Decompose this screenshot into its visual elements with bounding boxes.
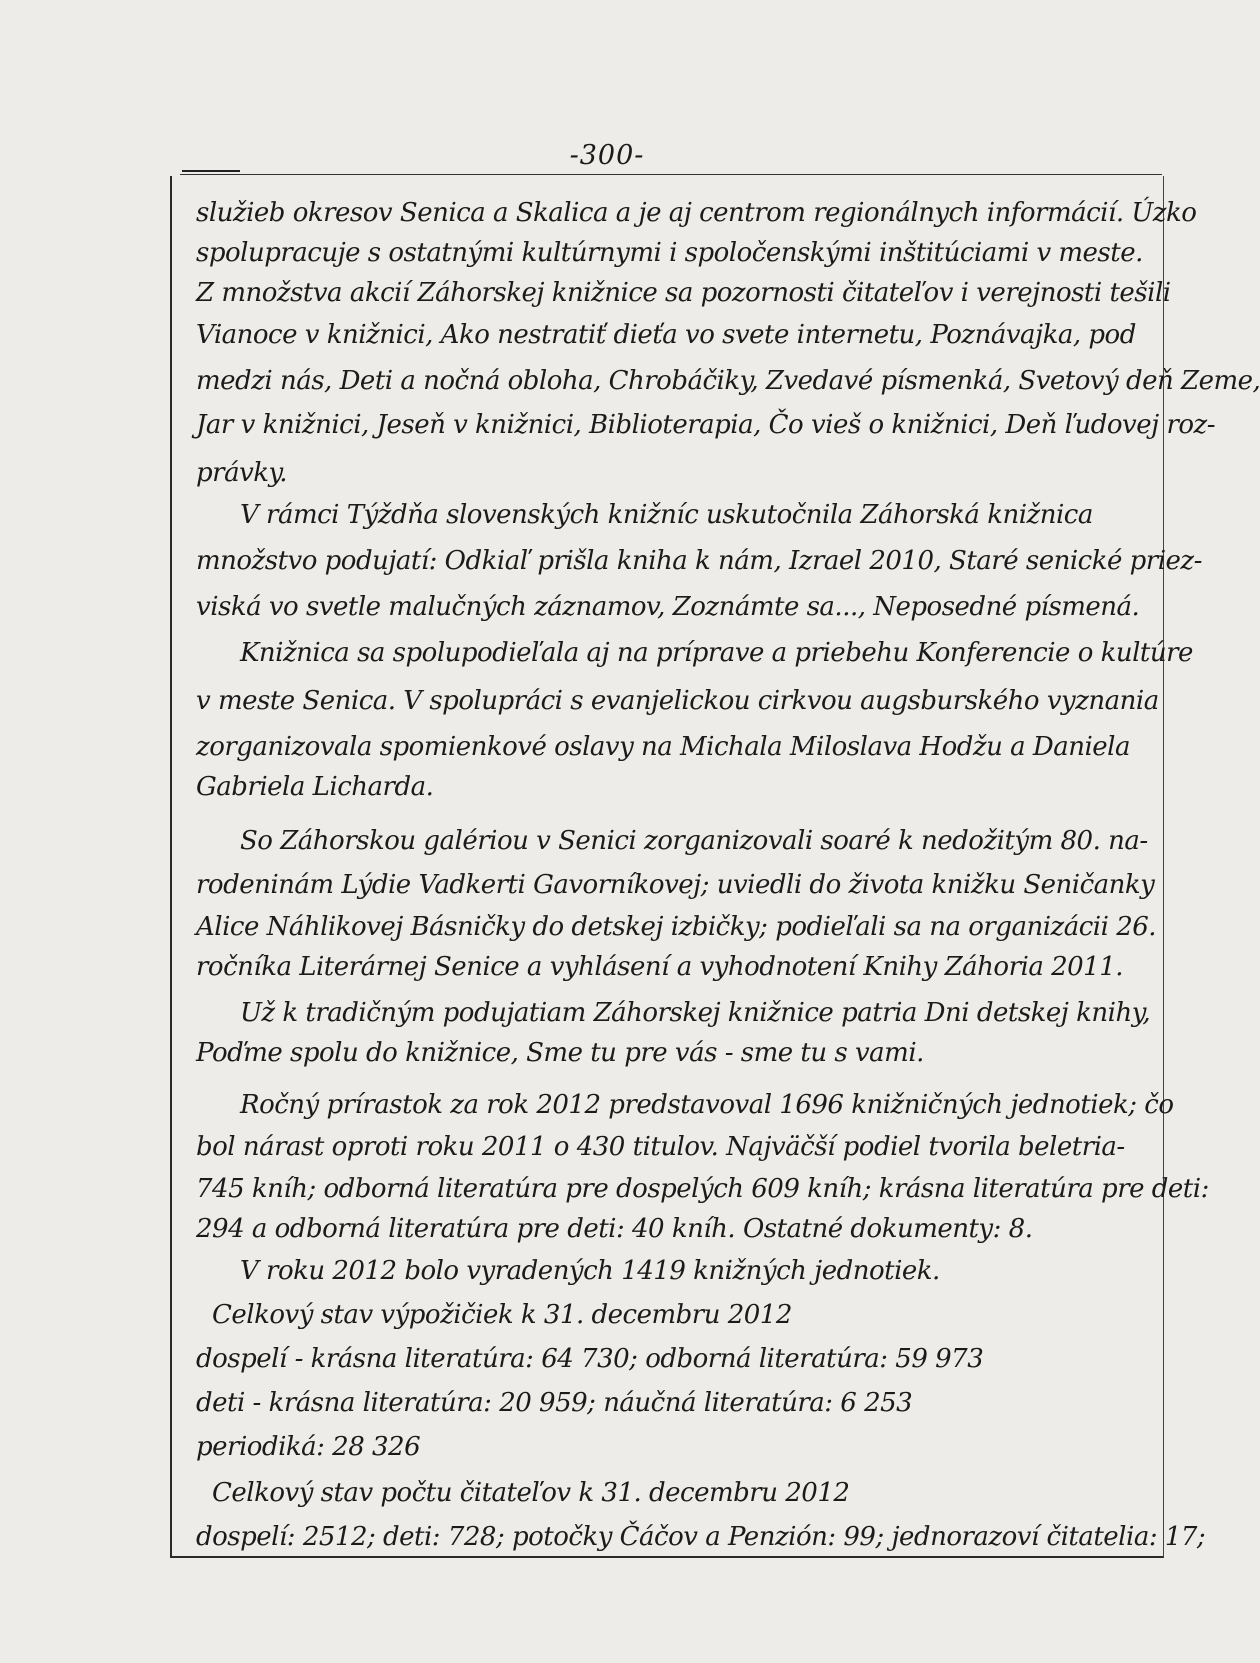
text-line-19: Už k tradičným podujatiam Záhorskej knižnice patria Dni detskej knihy, (240, 998, 1151, 1028)
text-line-17: Alice Náhlikovej Básničky do detskej izbičky; podieľali sa na organizácii 26. (196, 912, 1157, 942)
text-line-21: Ročný prírastok za rok 2012 predstavoval 1696 knižničných jednotiek; čo (240, 1090, 1174, 1120)
text-line-9: množstvo podujatí: Odkiaľ prišla kniha k nám, Izrael 2010, Staré senické priez- (196, 546, 1202, 576)
header-rule (180, 174, 1162, 175)
text-line-4: Vianoce v knižnici, Ako nestratiť dieťa vo svete internetu, Poznávajka, pod (196, 320, 1136, 350)
text-line-27: dospelí - krásna literatúra: 64 730; odborná literatúra: 59 973 (196, 1344, 984, 1374)
text-line-16: rodeninám Lýdie Vadkerti Gavorníkovej; uviedli do života knižku Seničanky (196, 870, 1155, 900)
text-line-7: právky. (196, 458, 288, 488)
header-short-rule (182, 170, 240, 172)
text-line-12: v meste Senica. V spolupráci s evanjelickou cirkvou augsburského vyznania (196, 686, 1159, 716)
text-line-8: V rámci Týždňa slovenských knižníc uskutočnila Záhorská knižnica (240, 500, 1093, 530)
text-line-5: medzi nás, Deti a nočná obloha, Chrobáčiky, Zvedavé písmenká, Svetový deň Zeme, (196, 366, 1260, 396)
text-line-1: služieb okresov Senica a Skalica a je aj centrom regionálnych informácií. Úzko (196, 198, 1197, 228)
text-line-6: Jar v knižnici, Jeseň v knižnici, Biblioterapia, Čo vieš o knižnici, Deň ľudovej roz- (196, 410, 1216, 440)
text-line-15: So Záhorskou galériou v Senici zorganizovali soaré k nedožitým 80. na- (240, 826, 1148, 856)
text-line-30: Celkový stav počtu čitateľov k 31. decembru 2012 (212, 1478, 850, 1508)
text-line-26: Celkový stav výpožičiek k 31. decembru 2012 (212, 1300, 792, 1330)
text-line-11: Knižnica sa spolupodieľala aj na príprave a priebehu Konferencie o kultúre (240, 638, 1193, 668)
text-line-25: V roku 2012 bolo vyradených 1419 knižných jednotiek. (240, 1256, 940, 1286)
text-line-20: Poďme spolu do knižnice, Sme tu pre vás - sme tu s vami. (196, 1038, 924, 1068)
text-line-24: 294 a odborná literatúra pre deti: 40 kníh. Ostatné dokumenty: 8. (196, 1214, 1033, 1244)
text-line-28: deti - krásna literatúra: 20 959; náučná literatúra: 6 253 (196, 1388, 913, 1418)
text-line-2: spolupracuje s ostatnými kultúrnymi i spoločenskými inštitúciami v meste. (196, 238, 1143, 268)
page-number: -300- (569, 140, 645, 171)
text-line-10: viská vo svetle malučných záznamov, Zoznámte sa..., Neposedné písmená. (196, 592, 1140, 622)
text-line-23: 745 kníh; odborná literatúra pre dospelých 609 kníh; krásna literatúra pre deti: (196, 1174, 1209, 1204)
text-line-31: dospelí: 2512; deti: 728; potočky Čáčov a Penzión: 99; jednorazoví čitatelia: 17; (196, 1522, 1206, 1552)
text-line-14: Gabriela Licharda. (196, 772, 434, 802)
text-line-13: zorganizovala spomienkové oslavy na Michala Miloslava Hodžu a Daniela (196, 732, 1130, 762)
text-line-29: periodiká: 28 326 (196, 1432, 421, 1462)
text-line-18: ročníka Literárnej Senice a vyhlásení a vyhodnotení Knihy Záhoria 2011. (196, 952, 1124, 982)
text-line-3: Z množstva akcií Záhorskej knižnice sa pozornosti čitateľov i verejnosti tešili (196, 278, 1171, 308)
text-line-22: bol nárast oproti roku 2011 o 430 titulov. Najväčší podiel tvorila beletria- (196, 1132, 1125, 1162)
